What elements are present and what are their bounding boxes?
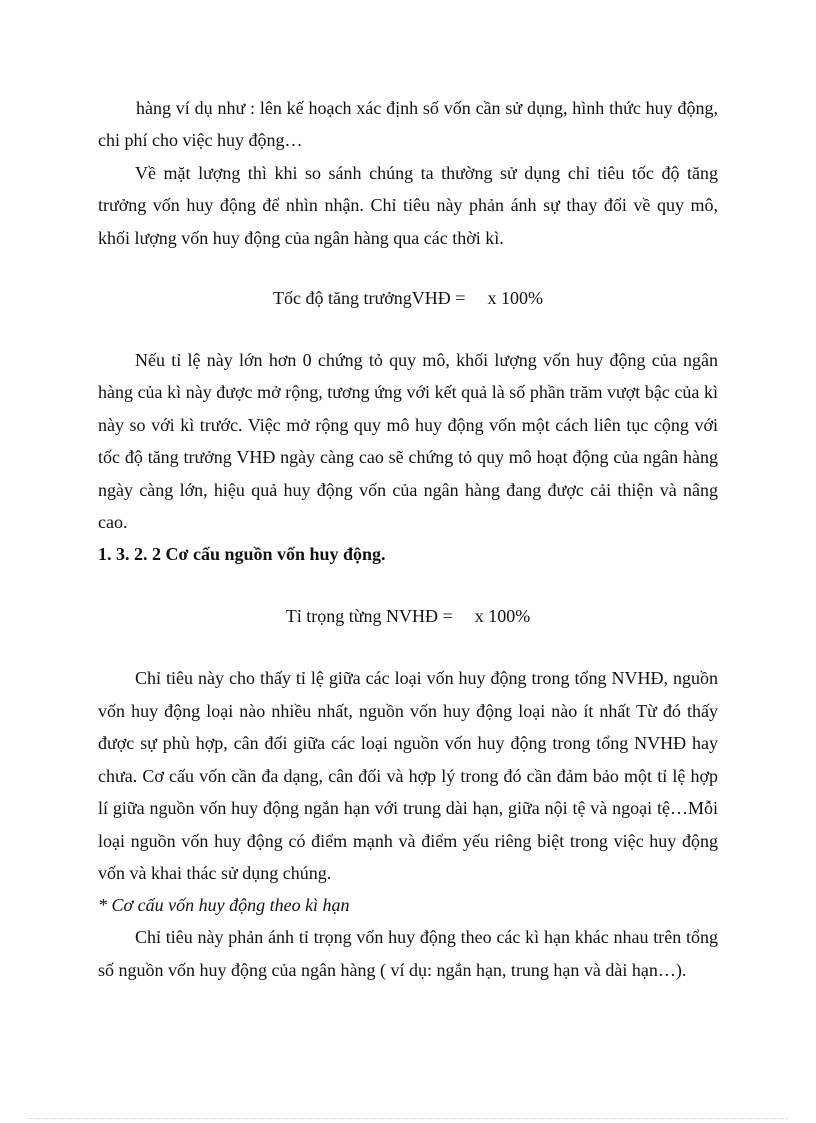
paragraph-term-structure: Chỉ tiêu này phản ánh tỉ trọng vốn huy động theo các kì hạn khác nhau trên tổng số nguồn vốn huy động của ngân hàng ( ví dụ: ngắn hạn, trung hạn và dài hạn…). [98,927,718,980]
spacer [98,314,718,344]
spacer [98,254,718,282]
formula-proportion-left: Tỉ trọng từng NVHĐ = [285,606,453,627]
paragraph-structure-explanation: Chỉ tiêu này cho thấy tỉ lệ giữa các loại vốn huy động trong tổng NVHĐ, nguồn vốn huy động loại nào nhiều nhất, nguồn vốn huy động loại nào ít nhất Từ đó thấy được sự phù hợp, cân đối giữa các loại nguồn vốn huy động trong tổng NVHĐ hay chưa. Cơ cấu vốn cần đa dạng, cân đối và hợp lý trong đó cần đảm bảo một tỉ lệ hợp lí giữa nguồn vốn huy động ngắn hạn với trung dài hạn, giữa nội tệ và ngoại tệ…Mỗi loại nguồn vốn huy động có điểm mạnh và điểm yếu riêng biệt trong việc huy động vốn và khai thác sử dụng chúng. [98,668,718,883]
paragraph-growth-explanation: Nếu tỉ lệ này lớn hơn 0 chứng tỏ quy mô, khối lượng vốn huy động của ngân hàng của kì này được mở rộng, tương ứng với kết quả là số phần trăm vượt bậc của kì này so với kì trước. Việc mở rộng quy mô huy động vốn một cách liên tục cộng với tốc độ tăng trưởng VHĐ ngày càng cao sẽ chứng tỏ quy mô hoạt động của ngân hàng ngày càng lớn, hiệu quả huy động vốn của ngân hàng đang được cải thiện và nâng cao. [98,350,718,533]
formula-growth-rate [98,282,718,314]
subheading-term-structure: * Cơ cấu vốn huy động theo kì hạn [98,895,350,916]
formula-growth-rate-left: Tốc độ tăng trưởngVHĐ = [273,288,466,309]
spacer [98,570,718,600]
formula-proportion [98,600,718,632]
spacer [98,632,718,662]
paragraph-growth-indicator: Về mặt lượng thì khi so sánh chúng ta thường sử dụng chỉ tiêu tốc độ tăng trưởng vốn huy động để nhìn nhận. Chỉ tiêu này phản ánh sự thay đổi về quy mô, khối lượng vốn huy động của ngân hàng qua các thời kì. [98,162,718,248]
section-heading: 1. 3. 2. 2 Cơ cấu nguồn vốn huy động. [98,544,386,565]
formula-growth-rate-right: x 100% [487,288,543,309]
page-bottom-divider [28,1118,788,1119]
document-body [98,92,718,986]
paragraph-continuation: hàng ví dụ như : lên kế hoạch xác định số vốn cần sử dụng, hình thức huy động, chi phí cho việc huy động… [98,98,718,151]
formula-proportion-right: x 100% [474,606,531,627]
